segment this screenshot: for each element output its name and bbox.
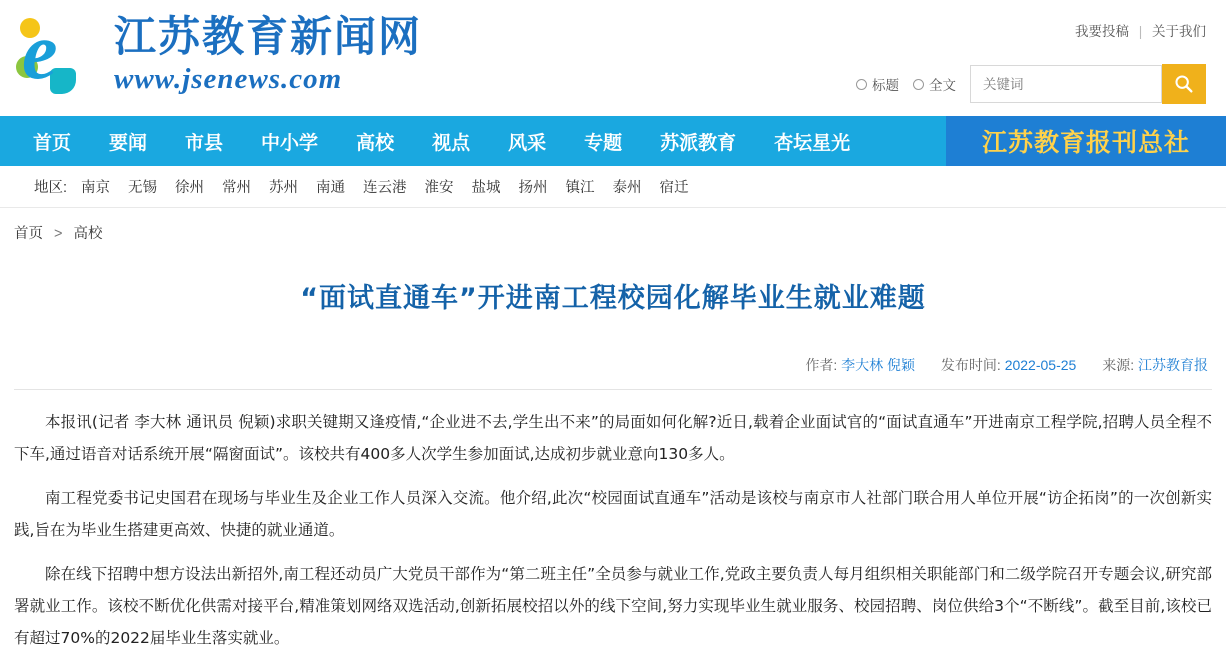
region-item-xuzhou[interactable]: 徐州 <box>175 180 205 196</box>
logo-icon <box>14 10 106 98</box>
search-icon <box>1173 73 1195 95</box>
nav-brand-banner[interactable]: 江苏教育报刊总社 <box>946 116 1226 166</box>
region-item-taizhou[interactable]: 泰州 <box>612 180 642 196</box>
region-bar <box>0 166 1226 208</box>
region-item-yancheng[interactable]: 盐城 <box>471 180 501 196</box>
nav-item-headlines[interactable]: 要闻 <box>109 131 148 154</box>
region-item-nantong[interactable]: 南通 <box>316 180 346 196</box>
nav-item-topics[interactable]: 专题 <box>584 131 623 154</box>
article-paragraph: 本报讯(记者 李大林 通讯员 倪颖)求职关键期又逢疫情,“企业进不去,学生出不来”的局面如何化解?近日,载着企业面试官的“面试直通车”开进南京工程学院,招聘人员全程不下车,通过语音对话系统开展“隔窗面试”。该校共有400多人次学生参加面试,达成初步就业意向130多人。 <box>14 413 1212 463</box>
nav-item-cities[interactable]: 市县 <box>185 131 224 154</box>
region-item-huaian[interactable]: 淮安 <box>424 180 454 196</box>
search-area <box>856 64 1206 104</box>
region-item-changzhou[interactable]: 常州 <box>222 180 252 196</box>
top-links <box>1075 20 1206 40</box>
meta-divider <box>14 389 1212 390</box>
article-paragraph: 南工程党委书记史国君在现场与毕业生及企业工作人员深入交流。他介绍,此次“校园面试直通车”活动是该校与南京市人社部门联合用人单位开展“访企拓岗”的一次创新实践,旨在为毕业生搭建更高效、快捷的就业通道。 <box>14 489 1212 539</box>
breadcrumb-current[interactable]: 高校 <box>73 226 103 242</box>
breadcrumb <box>0 208 1226 251</box>
region-item-zhenjiang[interactable]: 镇江 <box>565 180 595 196</box>
search-scope-fulltext[interactable] <box>913 74 956 94</box>
meta-date <box>941 357 1080 373</box>
region-item-suzhou[interactable]: 苏州 <box>269 180 299 196</box>
meta-author <box>805 357 919 373</box>
region-label: 地区: <box>34 180 68 196</box>
meta-author-label: 作者: <box>805 357 838 373</box>
search-button[interactable] <box>1162 64 1206 104</box>
region-item-wuxi[interactable]: 无锡 <box>128 180 158 196</box>
radio-icon-fulltext[interactable] <box>913 79 924 90</box>
page-title: “面试直通车”开进南工程校园化解毕业生就业难题 <box>300 283 926 314</box>
region-item-yangzhou[interactable]: 扬州 <box>518 180 548 196</box>
search-scope-title-label: 标题 <box>872 78 899 93</box>
logo-letter: e <box>22 8 58 96</box>
nav-item-supai-education[interactable]: 苏派教育 <box>660 131 737 154</box>
nav-item-style[interactable]: 风采 <box>508 131 547 154</box>
region-item-nanjing[interactable]: 南京 <box>81 180 111 196</box>
link-submit-article[interactable]: 我要投稿 <box>1074 24 1129 39</box>
article-body <box>14 406 1212 650</box>
breadcrumb-home[interactable]: 首页 <box>14 226 43 242</box>
breadcrumb-separator: > <box>54 226 63 242</box>
nav-item-universities[interactable]: 高校 <box>356 131 395 154</box>
article-paragraph: 除在线下招聘中想方设法出新招外,南工程还动员广大党员干部作为“第二班主任”全员参与就业工作,党政主要负责人每月组织相关职能部门和二级学院召开专题会议,研究部署就业工作。该校不断优化供需对接平台,精准策划网络双选活动,创新拓展校招以外的线下空间,努力实现毕业生就业服务、校园招聘、岗位供给3个“不断线”。截至目前,该校已有超过70%的2022届毕业生落实就业。 <box>14 565 1212 647</box>
meta-source <box>1102 357 1208 373</box>
radio-icon-title[interactable] <box>856 79 867 90</box>
article <box>0 277 1226 650</box>
search-input-wrapper[interactable] <box>970 65 1162 103</box>
logo-text <box>114 12 422 96</box>
top-links-separator: | <box>1138 24 1143 39</box>
nav-item-schools[interactable]: 中小学 <box>261 131 319 154</box>
article-meta <box>14 355 1212 375</box>
meta-author-value: 李大林 倪颖 <box>841 357 916 373</box>
site-logo[interactable] <box>14 10 422 98</box>
nav-item-home[interactable]: 首页 <box>33 131 72 154</box>
region-item-suqian[interactable]: 宿迁 <box>659 180 689 196</box>
nav-item-xingtan[interactable]: 杏坛星光 <box>774 131 851 154</box>
site-header <box>0 0 1226 116</box>
search-scope-title[interactable] <box>856 74 899 94</box>
search-scope-fulltext-label: 全文 <box>929 78 956 93</box>
region-item-lianyungang[interactable]: 连云港 <box>363 180 407 196</box>
main-nav <box>0 116 1226 166</box>
link-about-us[interactable]: 关于我们 <box>1152 24 1206 39</box>
nav-item-viewpoint[interactable]: 视点 <box>432 131 471 154</box>
nav-items <box>0 116 869 166</box>
region-list <box>81 176 707 197</box>
meta-date-label: 发布时间: <box>940 357 1001 373</box>
meta-source-label: 来源: <box>1102 357 1135 373</box>
meta-date-value: 2022-05-25 <box>1004 357 1077 373</box>
search-input[interactable] <box>981 76 1151 93</box>
logo-title: 江苏教育新闻网 <box>114 12 423 61</box>
logo-url: www.jsenews.com <box>114 63 343 95</box>
meta-source-value[interactable]: 江苏教育报 <box>1138 357 1208 373</box>
